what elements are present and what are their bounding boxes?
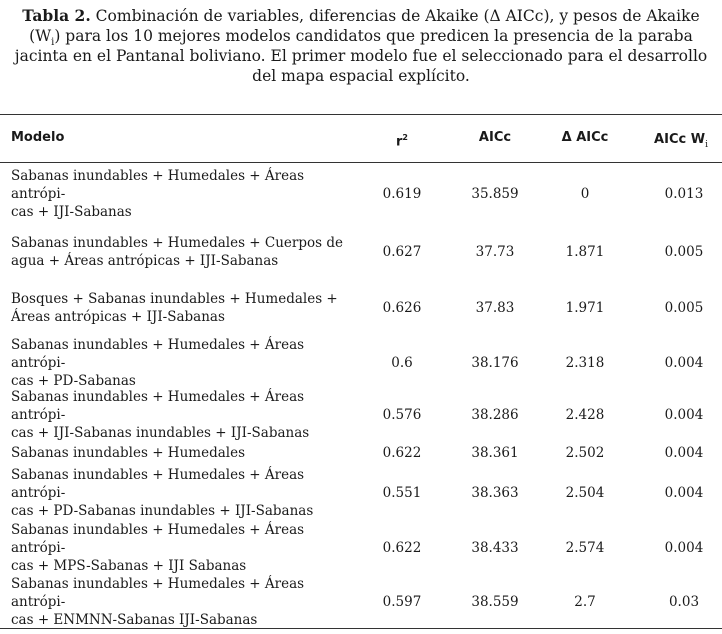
- table-caption: [8, 6, 714, 86]
- cell-weight: 0.005: [664, 244, 704, 260]
- header-weight: [640, 114, 722, 162]
- cell-model: [11, 290, 361, 326]
- cell-model-line: cas + IJI-Sabanas: [11, 204, 132, 220]
- cell-delta-aicc: 2.502: [565, 445, 605, 461]
- cell-aicc: 38.176: [471, 355, 519, 371]
- cell-model-line: cas + IJI-Sabanas inundables + IJI-Sabanas: [11, 425, 310, 441]
- cell-r2: 0.627: [382, 244, 422, 260]
- caption-text-part2: ) para los 10 mejores modelos candidatos que predicen la presencia de la paraba jacinta en el Pantanal boliviano. El primer modelo fue el seleccionado para el desarrollo del mapa espacial explícito.: [14, 27, 708, 85]
- cell-aicc: 38.559: [471, 594, 519, 610]
- header-weight-sub: i: [705, 140, 708, 150]
- cell-aicc: 35.859: [471, 186, 519, 202]
- header-weight-base: AICc W: [654, 132, 706, 147]
- cell-model: [11, 521, 361, 575]
- cell-delta-aicc: 2.318: [565, 355, 605, 371]
- header-r2-base: r: [396, 134, 403, 150]
- caption-subscript: i: [51, 37, 55, 49]
- table-bottom-rule: [0, 628, 722, 629]
- caption-text-part1: Combinación de variables, diferencias de Akaike (Δ AICc), y pesos de Akaike (W: [29, 7, 700, 45]
- cell-delta-aicc: 2.574: [565, 540, 605, 556]
- cell-model: [11, 444, 361, 462]
- table-row: [0, 280, 722, 336]
- cell-model: [11, 234, 361, 270]
- cell-model-line: cas + MPS-Sabanas + IJI Sabanas: [11, 558, 247, 574]
- header-r2: [372, 114, 432, 162]
- cell-delta-aicc: 0: [580, 186, 590, 202]
- cell-model: [11, 466, 361, 520]
- header-delta-aicc: Δ AICc: [561, 130, 609, 145]
- table-row: [0, 440, 722, 466]
- cell-model-line: Sabanas inundables + Humedales + Áreas antrópi-: [11, 389, 305, 423]
- cell-delta-aicc: 2.428: [565, 407, 605, 423]
- table-row: [0, 224, 722, 280]
- cell-aicc: 38.286: [471, 407, 519, 423]
- header-aicc: AICc: [478, 130, 512, 145]
- cell-delta-aicc: 2.504: [565, 485, 605, 501]
- cell-delta-aicc: 2.7: [574, 594, 596, 610]
- cell-weight: 0.004: [664, 407, 704, 423]
- table-row: [0, 164, 722, 224]
- table-row: [0, 520, 722, 576]
- cell-weight: 0.004: [664, 355, 704, 371]
- header-model: Modelo: [11, 130, 65, 145]
- header-r2-sup: 2: [402, 133, 408, 142]
- cell-r2: 0.551: [382, 485, 422, 501]
- cell-r2: 0.597: [382, 594, 422, 610]
- cell-weight: 0.004: [664, 485, 704, 501]
- caption-label: Tabla 2.: [22, 6, 91, 25]
- cell-aicc: 37.73: [475, 244, 515, 260]
- cell-model-line: Áreas antrópicas + IJI-Sabanas: [11, 309, 225, 325]
- cell-model-line: cas + PD-Sabanas inundables + IJI-Sabanas: [11, 503, 314, 519]
- cell-aicc: 38.433: [471, 540, 519, 556]
- cell-model: [11, 167, 361, 221]
- cell-model: [11, 575, 361, 629]
- cell-weight: 0.03: [668, 594, 700, 610]
- cell-model-line: Sabanas inundables + Humedales + Áreas antrópi-: [11, 467, 305, 501]
- cell-model-line: Sabanas inundables + Humedales: [11, 445, 245, 461]
- cell-weight: 0.004: [664, 445, 704, 461]
- cell-model-line: Sabanas inundables + Humedales + Áreas antrópi-: [11, 168, 305, 202]
- cell-aicc: 38.363: [471, 485, 519, 501]
- table-row: [0, 466, 722, 520]
- cell-aicc: 37.83: [475, 300, 515, 316]
- cell-model-line: cas + PD-Sabanas: [11, 373, 136, 389]
- cell-model-line: cas + ENMNN-Sabanas IJI-Sabanas: [11, 612, 258, 628]
- cell-model: [11, 336, 361, 390]
- cell-weight: 0.013: [664, 186, 704, 202]
- cell-r2: 0.6: [391, 355, 413, 371]
- table-row: [0, 390, 722, 440]
- cell-delta-aicc: 1.971: [565, 300, 605, 316]
- cell-model-line: Sabanas inundables + Humedales + Áreas antrópi-: [11, 337, 305, 371]
- table-header: [0, 114, 722, 162]
- table-header-rule: [0, 162, 722, 163]
- table-row: [0, 576, 722, 628]
- cell-model-line: Sabanas inundables + Humedales + Cuerpos de: [11, 235, 343, 251]
- cell-model-line: agua + Áreas antrópicas + IJI-Sabanas: [11, 253, 279, 269]
- cell-r2: 0.622: [382, 445, 422, 461]
- cell-aicc: 38.361: [471, 445, 519, 461]
- cell-r2: 0.619: [382, 186, 422, 202]
- cell-r2: 0.626: [382, 300, 422, 316]
- cell-r2: 0.622: [382, 540, 422, 556]
- cell-weight: 0.005: [664, 300, 704, 316]
- cell-delta-aicc: 1.871: [565, 244, 605, 260]
- cell-weight: 0.004: [664, 540, 704, 556]
- cell-model: [11, 388, 361, 442]
- cell-model-line: Sabanas inundables + Humedales + Áreas antrópi-: [11, 522, 305, 556]
- table-row: [0, 336, 722, 390]
- cell-model-line: Sabanas inundables + Humedales + Áreas antrópi-: [11, 576, 305, 610]
- cell-model-line: Bosques + Sabanas inundables + Humedales +: [11, 291, 338, 307]
- cell-r2: 0.576: [382, 407, 422, 423]
